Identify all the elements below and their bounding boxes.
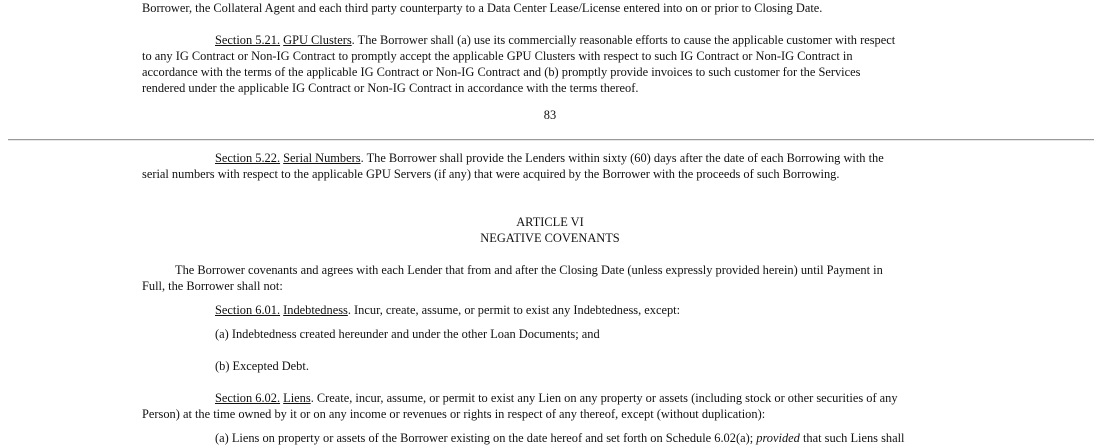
section-6-02-title: Liens — [283, 391, 311, 405]
section-5-21-line-1 — [215, 32, 895, 48]
section-5-21-title: GPU Clusters — [283, 33, 352, 47]
page-break-divider — [8, 139, 1094, 140]
section-6-02-line-2: Person) at the time owned by it or on any income or revenues or rights in respect of any thereof, except (without duplication): — [142, 407, 766, 421]
section-6-01-item-a: (a) Indebtedness created hereunder and under the other Loan Documents; and — [215, 327, 600, 341]
section-5-21-line-4: rendered under the applicable IG Contract or Non-IG Contract in accordance with the terms thereof. — [142, 81, 639, 95]
section-5-21-line-2: to any IG Contract or Non-IG Contract to promptly accept the applicable GPU Clusters with respect to such IG Contract or Non-IG Contract in — [142, 49, 853, 63]
section-5-21-line-3: accordance with the terms of the applicable IG Contract or Non-IG Contract and (b) promptly provide invoices to such customer for the Services — [142, 65, 861, 79]
section-5-22-ref: Section 5.22. — [215, 151, 281, 165]
section-6-02-text: . Create, incur, assume, or permit to exist any Lien on any property or assets (including stock or other securities of any — [310, 391, 898, 405]
section-5-22-text: . The Borrower shall provide the Lenders within sixty (60) days after the date of each Borrowing with the — [360, 151, 884, 165]
section-5-22-line-2: serial numbers with respect to the applicable GPU Servers (if any) that were acquired by the Borrower with the proceeds of such Borrowing. — [142, 167, 840, 181]
section-6-01-title: Indebtedness — [283, 303, 348, 317]
intro-line-2: Full, the Borrower shall not: — [142, 279, 283, 293]
section-5-22-line-1 — [215, 150, 884, 166]
section-6-02-ref: Section 6.02. — [215, 391, 281, 405]
section-6-01-item-b: (b) Excepted Debt. — [215, 359, 309, 373]
section-6-01-text: . Incur, create, assume, or permit to exist any Indebtedness, except: — [347, 303, 681, 317]
section-6-02-item-a-end: that such Liens shall — [802, 431, 905, 445]
section-5-21-text: . The Borrower shall (a) use its commercially reasonable efforts to cause the applicable customer with respect — [351, 33, 896, 47]
section-6-02-item-a-provided: provided — [756, 431, 800, 445]
page-number: 83 — [543, 108, 557, 122]
section-6-01-ref: Section 6.01. — [215, 303, 281, 317]
article-number: ARTICLE VI — [516, 215, 584, 229]
section-6-02-line-1 — [215, 390, 898, 406]
section-5-21-ref: Section 5.21. — [215, 33, 281, 47]
section-6-02-item-a-start: (a) Liens on property or assets of the Borrower existing on the date hereof and set forth on Schedule 6.02(a); — [215, 431, 754, 445]
carryover-line: Borrower, the Collateral Agent and each third party counterparty to a Data Center Lease/License entered into on or prior to Closing Date. — [142, 1, 823, 15]
section-5-22-title: Serial Numbers — [283, 151, 361, 165]
article-title: NEGATIVE COVENANTS — [480, 231, 620, 245]
section-6-01-line — [215, 302, 680, 318]
intro-line-1: The Borrower covenants and agrees with each Lender that from and after the Closing Date (unless expressly provided herein) until Payment in — [175, 263, 883, 277]
section-6-02-item-a — [215, 430, 904, 446]
